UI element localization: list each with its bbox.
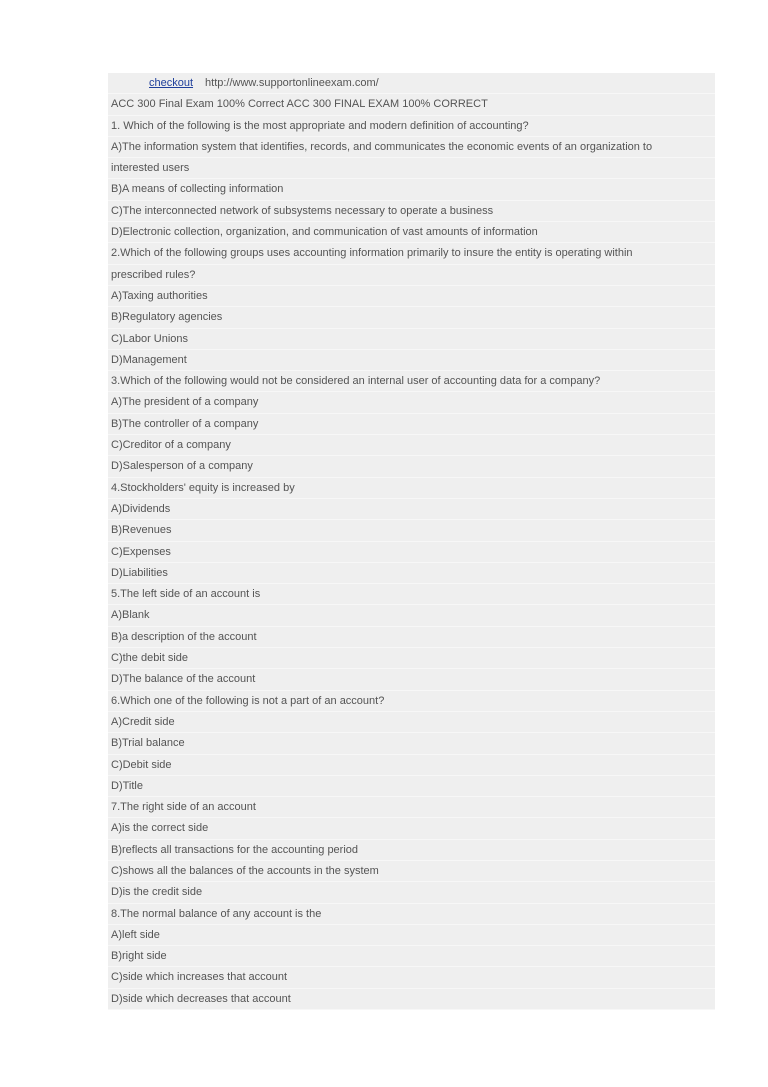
answer-option: D)Electronic collection, organization, and communication of vast amounts of information xyxy=(108,222,715,243)
answer-option: D)is the credit side xyxy=(108,882,715,903)
answer-option-continuation: interested users xyxy=(108,158,715,179)
answer-option: C)Expenses xyxy=(108,542,715,563)
answer-option: D)Title xyxy=(108,776,715,797)
answer-option: D)side which decreases that account xyxy=(108,989,715,1010)
checkout-link[interactable]: checkout xyxy=(149,77,194,89)
answer-option: C)side which increases that account xyxy=(108,967,715,988)
answer-option: A)is the correct side xyxy=(108,818,715,839)
answer-option: A)Blank xyxy=(108,605,715,626)
answer-option: A)The president of a company xyxy=(108,392,715,413)
exam-content xyxy=(108,73,715,1010)
question-line: 5.The left side of an account is xyxy=(108,584,715,605)
question-line: 4.Stockholders' equity is increased by xyxy=(108,478,715,499)
question-line: 1. Which of the following is the most appropriate and modern definition of accounting? xyxy=(108,116,715,137)
answer-option: B)The controller of a company xyxy=(108,414,715,435)
answer-option: B)Regulatory agencies xyxy=(108,307,715,328)
answer-option: A)The information system that identifies, records, and communicates the economic events of an organization to xyxy=(108,137,715,158)
answer-option: D)Liabilities xyxy=(108,563,715,584)
answer-option: C)Labor Unions xyxy=(108,329,715,350)
question-line: 6.Which one of the following is not a part of an account? xyxy=(108,691,715,712)
site-url: http://www.supportonlineexam.com/ xyxy=(205,77,379,89)
question-line: 7.The right side of an account xyxy=(108,797,715,818)
header-line xyxy=(108,73,715,94)
answer-option: A)Dividends xyxy=(108,499,715,520)
answer-option: D)The balance of the account xyxy=(108,669,715,690)
answer-option: A)Credit side xyxy=(108,712,715,733)
answer-option: D)Management xyxy=(108,350,715,371)
question-line: 2.Which of the following groups uses accounting information primarily to insure the entity is operating within xyxy=(108,243,715,264)
answer-option: C)Debit side xyxy=(108,755,715,776)
answer-option: B)right side xyxy=(108,946,715,967)
answer-option: B)Revenues xyxy=(108,520,715,541)
answer-option: A)left side xyxy=(108,925,715,946)
answer-option: D)Salesperson of a company xyxy=(108,456,715,477)
answer-option: A)Taxing authorities xyxy=(108,286,715,307)
answer-option: B)Trial balance xyxy=(108,733,715,754)
answer-option: C)shows all the balances of the accounts in the system xyxy=(108,861,715,882)
answer-option: C)Creditor of a company xyxy=(108,435,715,456)
question-line: 3.Which of the following would not be considered an internal user of accounting data for a company? xyxy=(108,371,715,392)
answer-option: B)A means of collecting information xyxy=(108,179,715,200)
answer-option: B)reflects all transactions for the accounting period xyxy=(108,840,715,861)
question-line-continuation: prescribed rules? xyxy=(108,265,715,286)
exam-title: ACC 300 Final Exam 100% Correct ACC 300 FINAL EXAM 100% CORRECT xyxy=(108,94,715,115)
question-line: 8.The normal balance of any account is the xyxy=(108,904,715,925)
answer-option: C)The interconnected network of subsystems necessary to operate a business xyxy=(108,201,715,222)
answer-option: C)the debit side xyxy=(108,648,715,669)
answer-option: B)a description of the account xyxy=(108,627,715,648)
